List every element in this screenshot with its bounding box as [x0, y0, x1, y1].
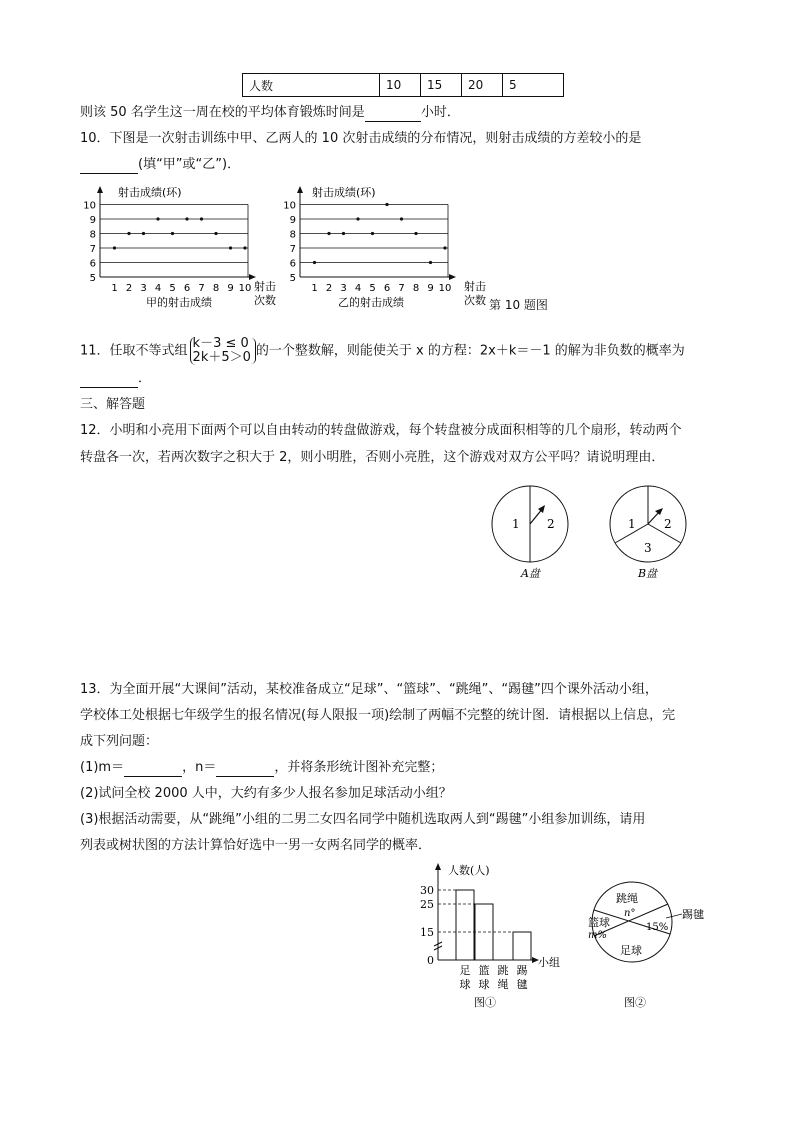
x-tick-label: 5 [169, 283, 176, 294]
q11-end: ． [138, 371, 152, 386]
q13-part3-line2: 列表或树状图的方法计算恰好选中一男一女两名同学的概率． [80, 838, 432, 853]
data-point [429, 261, 432, 264]
section-heading: 三、解答题 [80, 397, 146, 412]
x-tick-label: 8 [212, 283, 220, 294]
spinner-a [492, 486, 568, 580]
data-point [156, 217, 159, 220]
pie-label: 跳绳 [616, 892, 638, 905]
spinner-b [610, 486, 686, 580]
data-point [127, 232, 130, 235]
q13-part2: (2)试问全校 2000 人中，大约有多少人报名参加足球活动小组？ [80, 786, 452, 801]
q13-line2: 学校体工处根据七年级学生的报名情况(每人限报一项)绘制了两幅不完整的统计图．请根据以上信息，完 [80, 708, 676, 723]
table-row [243, 74, 564, 97]
answer-blank [365, 107, 421, 122]
q11-line2 [80, 370, 151, 388]
x-tick-label: 4 [154, 283, 162, 294]
x-tick-label: 9 [427, 283, 434, 294]
q11-suffix: 的一个整数解，则能使关于 x 的方程：2x＋k＝－1 的解为非负数的概率为 [255, 343, 685, 359]
pie-value: n° [624, 908, 636, 919]
x-tick-label: 7 [198, 283, 205, 294]
category-label: 跳 [497, 964, 509, 977]
chart-title: 乙的射击成绩 [338, 296, 404, 309]
x-tick-label: 5 [369, 283, 376, 294]
x-tick-label: 3 [340, 283, 347, 294]
y-tick-label: 25 [420, 898, 434, 911]
data-point [356, 217, 359, 220]
pie-value: m% [588, 930, 607, 941]
label-leader-line [666, 914, 682, 918]
y-tick-label: 30 [420, 884, 434, 897]
data-point [327, 232, 330, 235]
x-unit-bottom: 次数 [254, 294, 276, 307]
q9-tail-text: 则该 50 名学生这一周在校的平均体育锻炼时间是 [80, 105, 365, 120]
data-point [313, 261, 316, 264]
q13-p1-c: ，并将条形统计图补充完整； [274, 760, 444, 775]
y-axis-label: 射击成绩(环) [312, 186, 376, 199]
figure-caption: 图② [624, 996, 646, 1009]
chart-title: 甲的射击成绩 [146, 296, 212, 309]
chart-caption: 第 10 题图 [489, 298, 548, 312]
y-tick-label: 5 [89, 273, 96, 284]
sector-label: 1 [628, 517, 636, 531]
spinner-caption: A盘 [521, 567, 540, 580]
y-tick-label: 6 [89, 258, 96, 270]
x-unit-top: 射击 [254, 280, 276, 293]
data-point [214, 232, 217, 235]
category-label: 毽 [516, 978, 528, 991]
x-tick-label: 1 [311, 283, 318, 294]
y-tick-label: 6 [289, 258, 296, 270]
data-point [385, 203, 388, 206]
answer-blank [80, 159, 138, 174]
frequency-table [242, 73, 564, 97]
data-point [342, 232, 345, 235]
spinner-pointer-head [655, 508, 663, 515]
q11-prefix: 11．任取不等式组 [80, 343, 188, 359]
x-tick-label: 8 [412, 283, 420, 294]
sector-label: 3 [644, 541, 652, 555]
sector-label: 2 [547, 517, 555, 531]
y-tick-label: 5 [289, 273, 296, 284]
x-tick-label: 6 [183, 283, 191, 294]
shooting-chart-yi [283, 182, 496, 312]
category-label: 篮 [478, 964, 490, 977]
y-tick-label: 0 [427, 954, 434, 967]
y-tick-label: 10 [83, 200, 96, 212]
data-point [243, 246, 246, 249]
table-cell: 10 [380, 74, 421, 97]
chart-grid [100, 205, 248, 278]
y-tick-label: 8 [289, 229, 296, 241]
q12-line1: 12．小明和小亮用下面两个可以自由转动的转盘做游戏，每个转盘被分成面积相等的几个扇形，转动两个 [80, 423, 682, 438]
x-axis-arrow [449, 274, 456, 280]
q13-p1-a: (1)m＝ [80, 760, 125, 775]
q9-tail-line [80, 104, 460, 122]
pie-chart-figure2 [582, 866, 722, 1010]
x-tick-label: 2 [125, 283, 133, 294]
answer-blank [216, 762, 274, 777]
q13-part3-line1: (3)根据活动需要，从“跳绳”小组的二男二女四名同学中随机选取两人到“踢毽”小组参加训练，请用 [80, 812, 646, 827]
x-tick-label: 7 [398, 283, 405, 294]
y-tick-label: 10 [283, 200, 296, 212]
x-tick-label: 10 [438, 283, 452, 294]
y-tick-label: 9 [289, 215, 296, 226]
y-axis-label: 人数(人) [448, 864, 490, 877]
spinners-figure [488, 474, 698, 586]
q12-line2: 转盘各一次，若两次数字之积大于 2，则小明胜，否则小亮胜，这个游戏对双方公平吗？请说明理由． [80, 450, 665, 465]
figure-caption: 图① [474, 996, 496, 1009]
shooting-chart-jia [83, 182, 296, 312]
data-point [200, 217, 203, 220]
q13-part1 [80, 759, 443, 777]
x-tick-label: 3 [140, 283, 147, 294]
category-label: 球 [459, 978, 471, 991]
q10-line2 [80, 156, 240, 174]
chart-grid [300, 205, 448, 278]
y-tick-label: 9 [89, 215, 96, 226]
q13-line1: 13．为全面开展“大课间”活动，某校准备成立“足球”、“篮球”、“跳绳”、“踢毽”四个课外活动小组， [80, 682, 658, 697]
q11-line1 [80, 337, 685, 365]
q10-line2-suffix: (填“甲”或“乙”)． [138, 157, 241, 172]
q10-line1: 10．下图是一次射击训练中甲、乙两人的 10 次射击成绩的分布情况，则射击成绩的方差较小的是 [80, 131, 642, 146]
category-label: 绳 [497, 978, 509, 991]
y-tick-label: 15 [420, 926, 434, 939]
pie-label: 篮球 [588, 916, 610, 929]
y-axis-label: 射击成绩(环) [118, 186, 182, 199]
y-axis-arrow [97, 186, 103, 193]
spinner-caption: B盘 [638, 567, 658, 580]
data-point [171, 232, 174, 235]
sector-label: 1 [512, 517, 520, 531]
table-cell-label: 人数 [243, 74, 380, 97]
answer-blank [124, 762, 182, 777]
spinner-pointer-head [538, 505, 545, 513]
x-tick-label: 2 [325, 283, 333, 294]
y-tick-label: 7 [89, 244, 96, 255]
pie-value: 15% [646, 922, 669, 933]
data-point [113, 246, 116, 249]
table-cell: 5 [503, 74, 564, 97]
q13-line3: 成下列问题： [80, 734, 159, 749]
y-axis-arrow [297, 186, 303, 193]
data-point [142, 232, 145, 235]
x-tick-label: 10 [238, 283, 252, 294]
y-tick-label: 8 [89, 229, 96, 241]
q9-tail-suffix: 小时． [420, 105, 460, 120]
category-label: 踢 [516, 964, 528, 977]
category-label: 足 [459, 964, 471, 977]
x-tick-label: 4 [354, 283, 362, 294]
bar [456, 890, 474, 960]
y-axis-arrow [435, 863, 441, 870]
x-tick-label: 1 [111, 283, 118, 294]
q13-p1-b: ，n＝ [182, 760, 217, 775]
bar-chart-figure1 [416, 860, 576, 1010]
x-tick-label: 9 [227, 283, 234, 294]
pie-label: 足球 [620, 944, 642, 957]
inequality-2: 2k＋5＞0 [192, 350, 251, 365]
category-label: 球 [478, 978, 490, 991]
y-tick-label: 7 [289, 244, 296, 255]
bar [513, 932, 531, 960]
table-cell: 15 [421, 74, 462, 97]
x-tick-label: 6 [383, 283, 391, 294]
sector-label: 2 [664, 517, 672, 531]
data-point [414, 232, 417, 235]
inequality-system [190, 337, 251, 365]
data-point [185, 217, 188, 220]
inequality-1: k－3 ≤ 0 [192, 336, 249, 351]
table-cell: 20 [462, 74, 503, 97]
x-unit-top: 射击 [464, 280, 486, 293]
data-point [371, 232, 374, 235]
answer-blank [80, 373, 138, 388]
x-axis-label: 小组 [538, 956, 560, 969]
pie-label: 踢毽 [682, 908, 704, 921]
data-point [229, 246, 232, 249]
data-point [400, 217, 403, 220]
x-unit-bottom: 次数 [464, 294, 486, 307]
data-point [443, 246, 446, 249]
